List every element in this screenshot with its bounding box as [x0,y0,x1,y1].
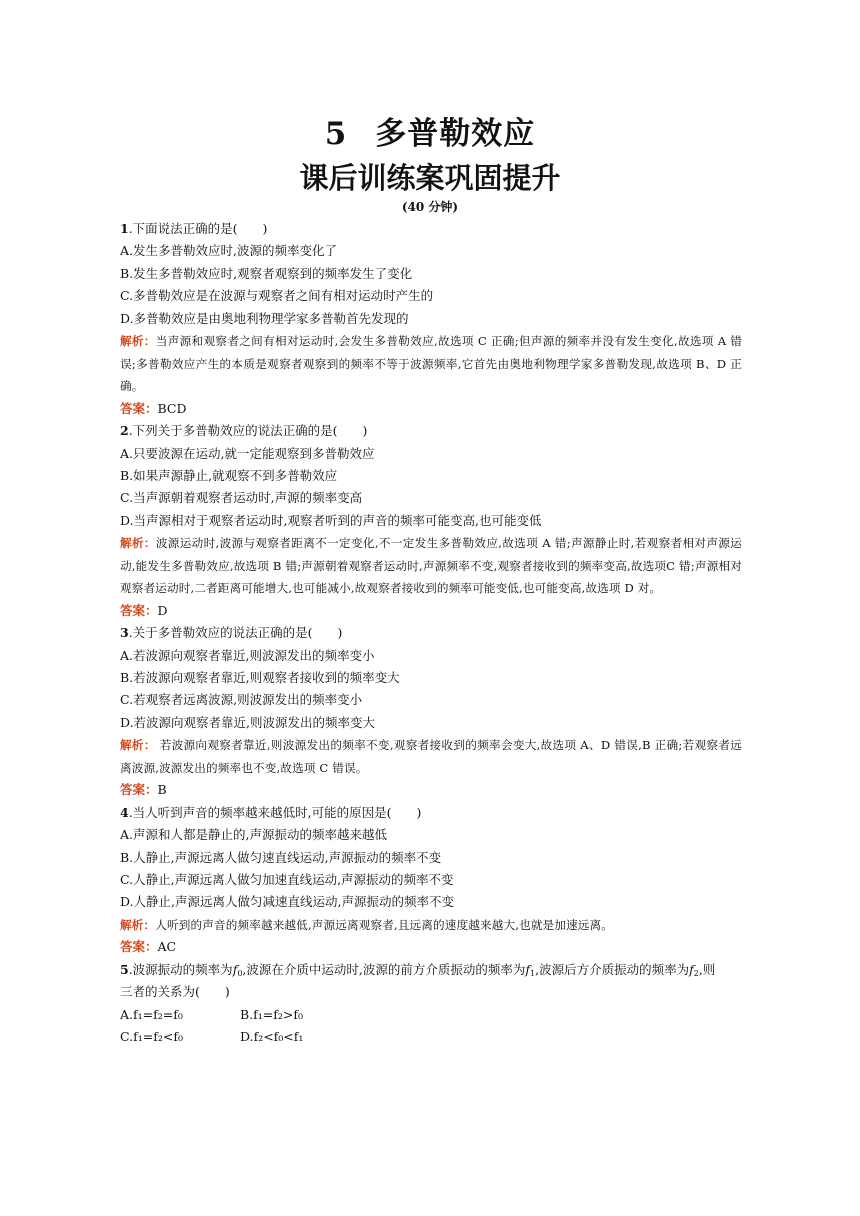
option-b: B.发生多普勒效应时,观察者观察到的频率发生了变化 [120,265,413,281]
answer: 答案：D [120,602,168,618]
question-stem: 2.下列关于多普勒效应的说法正确的是( ) [120,423,368,439]
answer: 答案：B [120,782,167,798]
question-stem-continued: 三者的关系为( ) [120,984,230,1000]
option-c: C.当声源朝着观察者运动时,声源的频率变高 [120,490,363,506]
analysis: 解析：波源运动时,波源与观察者距离不一定变化,不一定发生多普勒效应,故选项 A 错;声源静止时,若观察者相对声源运动,能发生多普勒效应,故选项 B 错;声源朝着观察者运动时,声源频率不变,观察者接收到的频率变高,故选项C 错;声源相对观察者运动时,二者距离可能增大,也可能减小,故观察者接收到的频率可能变低,也可能变高,故选项 D 对。 [120,536,742,596]
lesson-number: 5 [324,116,348,152]
question-list [120,218,742,1048]
option-d: D.人静止,声源远离人做匀减速直线运动,声源振动的频率不变 [120,894,454,910]
option-b: B.f₁=f₂>f₀ [240,1006,304,1022]
options-row-2 [120,1026,742,1048]
option-d: D.当声源相对于观察者运动时,观察者听到的声音的频率可能变高,也可能变低 [120,512,542,528]
question-1 [120,218,742,420]
option-b: B.如果声源静止,就观察不到多普勒效应 [120,467,338,483]
question-stem: 4.当人听到声音的频率越来越低时,可能的原因是( ) [120,804,422,820]
question-5 [120,959,742,1049]
option-a: A.f₁=f₂=f₀ [120,1006,183,1022]
option-d: D.若波源向观察者靠近,则波源发出的频率变大 [120,714,376,730]
answer: 答案：BCD [120,400,187,416]
analysis: 解析：人听到的声音的频率越来越低,声源远离观察者,且远离的速度越来越大,也就是加速远离。 [120,917,614,932]
lesson-name: 多普勒效应 [375,116,536,152]
option-b: B.若波源向观察者靠近,则观察者接收到的频率变大 [120,670,400,686]
option-b: B.人静止,声源远离人做匀速直线运动,声源振动的频率不变 [120,849,442,865]
option-a: A.发生多普勒效应时,波源的频率变化了 [120,243,337,259]
analysis: 解析：当声源和观察者之间有相对运动时,会发生多普勒效应,故选项 C 正确;但声源的频率并没有发生变化,故选项 A 错误;多普勒效应产生的本质是观察者观察到的频率不等于波源频率,它首先由奥地利物理学家多普勒发现,故选项 B、D 正确。 [120,333,743,394]
question-stem: 1.下面说法正确的是( ) [120,221,268,236]
option-c: C.多普勒效应是在波源与观察者之间有相对运动时产生的 [120,288,434,304]
question-2 [120,420,742,622]
option-a: A.若波源向观察者靠近,则波源发出的频率变小 [120,647,375,663]
question-stem: 3.关于多普勒效应的说法正确的是( ) [120,625,343,641]
option-c: C.f₁=f₂<f₀ [120,1028,183,1044]
option-c: C.人静止,声源远离人做匀加速直线运动,声源振动的频率不变 [120,871,454,887]
analysis: 解析： 若波源向观察者靠近,则波源发出的频率不变,观察者接收到的频率会变大,故选项 A、D 错误,B 正确;若观察者远离波源,波源发出的频率也不变,故选项 C 错误。 [120,738,742,775]
option-d: D.多普勒效应是由奥地利物理学家多普勒首先发现的 [120,310,409,326]
options-row-1 [120,1004,742,1026]
option-a: A.声源和人都是静止的,声源振动的频率越来越低 [120,827,387,843]
question-4 [120,802,742,959]
option-d: D.f₂<f₀<f₁ [240,1028,304,1044]
time-limit: (40 分钟) [401,200,459,214]
answer: 答案：AC [120,939,177,955]
section-subtitle: 课后训练案巩固提升 [299,161,561,195]
lesson-title [0,108,860,153]
question-stem: 5.波源振动的频率为$f_0$,波源在介质中运动时,波源的前方介质振动的频率为$f_1$,波源后方介质振动的频率为$f_2$,则 [120,961,716,978]
option-c: C.若观察者远离波源,则波源发出的频率变小 [120,692,363,708]
option-a: A.只要波源在运动,就一定能观察到多普勒效应 [120,445,375,461]
question-3 [120,622,742,802]
